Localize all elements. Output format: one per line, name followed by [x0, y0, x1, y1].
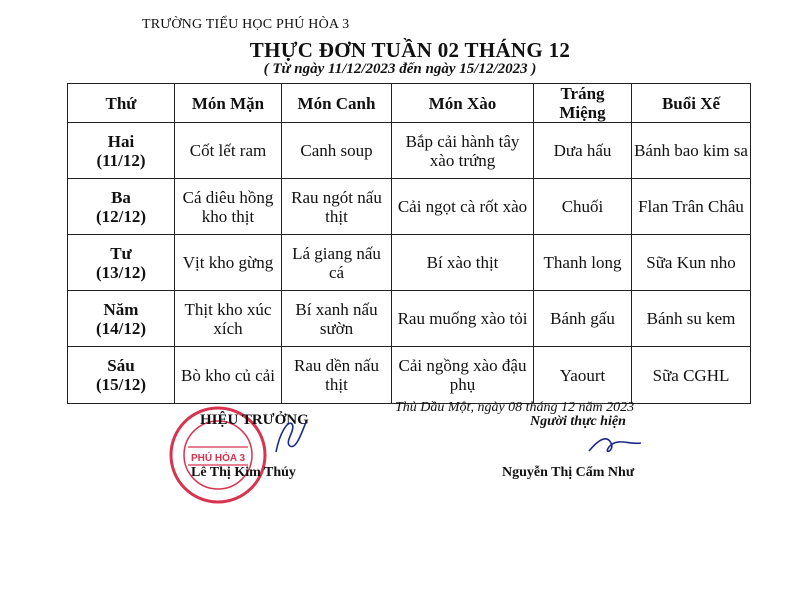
- buoi-xe-cell: Bánh bao kim sa: [632, 123, 751, 179]
- canh-cell: Lá giang nấu cá: [282, 235, 392, 291]
- man-cell: Vịt kho gừng: [175, 235, 282, 291]
- table-row: [68, 291, 751, 347]
- col-header-canh: Món Canh: [282, 84, 392, 123]
- xao-cell: Cải ngọt cà rốt xào: [392, 179, 534, 235]
- school-name: TRƯỜNG TIỂU HỌC PHÚ HÒA 3: [142, 17, 350, 32]
- trang-mieng-cell: Dưa hấu: [534, 123, 632, 179]
- canh-cell: Canh soup: [282, 123, 392, 179]
- man-cell: Cốt lết ram: [175, 123, 282, 179]
- col-header-day: Thứ: [68, 84, 175, 123]
- canh-cell: Rau ngót nấu thịt: [282, 179, 392, 235]
- day-cell: Ba (12/12): [68, 179, 175, 235]
- xao-cell: Bắp cải hành tây xào trứng: [392, 123, 534, 179]
- buoi-xe-cell: Sữa Kun nho: [632, 235, 751, 291]
- preparer-name: Nguyễn Thị Cẩm Như: [502, 465, 635, 480]
- buoi-xe-cell: Bánh su kem: [632, 291, 751, 347]
- table-row: [68, 235, 751, 291]
- xao-cell: Bí xào thịt: [392, 235, 534, 291]
- weekly-menu-table: [67, 83, 751, 404]
- col-header-xao: Món Xào: [392, 84, 534, 123]
- table-header-row: [68, 84, 751, 123]
- trang-mieng-cell: Bánh gấu: [534, 291, 632, 347]
- day-cell: Năm (14/12): [68, 291, 175, 347]
- preparer-title: Người thực hiện: [530, 414, 626, 429]
- trang-mieng-cell: Yaourt: [534, 347, 632, 404]
- principal-name: Lê Thị Kim Thúy: [191, 465, 296, 480]
- xao-cell: Rau muống xào tỏi: [392, 291, 534, 347]
- xao-cell: Cải ngồng xào đậu phụ: [392, 347, 534, 404]
- man-cell: Thịt kho xúc xích: [175, 291, 282, 347]
- table-row: [68, 347, 751, 404]
- day-cell: Tư (13/12): [68, 235, 175, 291]
- place-date: Thủ Dầu Một, ngày 08 tháng 12 năm 2023: [395, 400, 635, 415]
- man-cell: Cá diêu hồng kho thịt: [175, 179, 282, 235]
- preparer-signature-icon: [585, 425, 645, 465]
- menu-date-range: ( Từ ngày 11/12/2023 đến ngày 15/12/2023 ): [263, 61, 537, 77]
- principal-title: HIỆU TRƯỞNG: [200, 412, 309, 428]
- day-cell: Hai (11/12): [68, 123, 175, 179]
- table-row: [68, 123, 751, 179]
- col-header-buoi-xe: Buổi Xế: [632, 84, 751, 123]
- buoi-xe-cell: Flan Trân Châu: [632, 179, 751, 235]
- menu-title: THỰC ĐƠN TUẦN 02 THÁNG 12: [249, 38, 571, 62]
- day-cell: Sáu (15/12): [68, 347, 175, 404]
- canh-cell: Rau dền nấu thịt: [282, 347, 392, 404]
- canh-cell: Bí xanh nấu sườn: [282, 291, 392, 347]
- seal-text: PHÚ HÒA 3: [190, 453, 246, 464]
- principal-signature-icon: [270, 412, 310, 462]
- col-header-trang-mieng: Tráng Miệng: [534, 84, 632, 123]
- table-row: [68, 179, 751, 235]
- man-cell: Bò kho củ cải: [175, 347, 282, 404]
- col-header-man: Món Mặn: [175, 84, 282, 123]
- trang-mieng-cell: Thanh long: [534, 235, 632, 291]
- buoi-xe-cell: Sữa CGHL: [632, 347, 751, 404]
- trang-mieng-cell: Chuối: [534, 179, 632, 235]
